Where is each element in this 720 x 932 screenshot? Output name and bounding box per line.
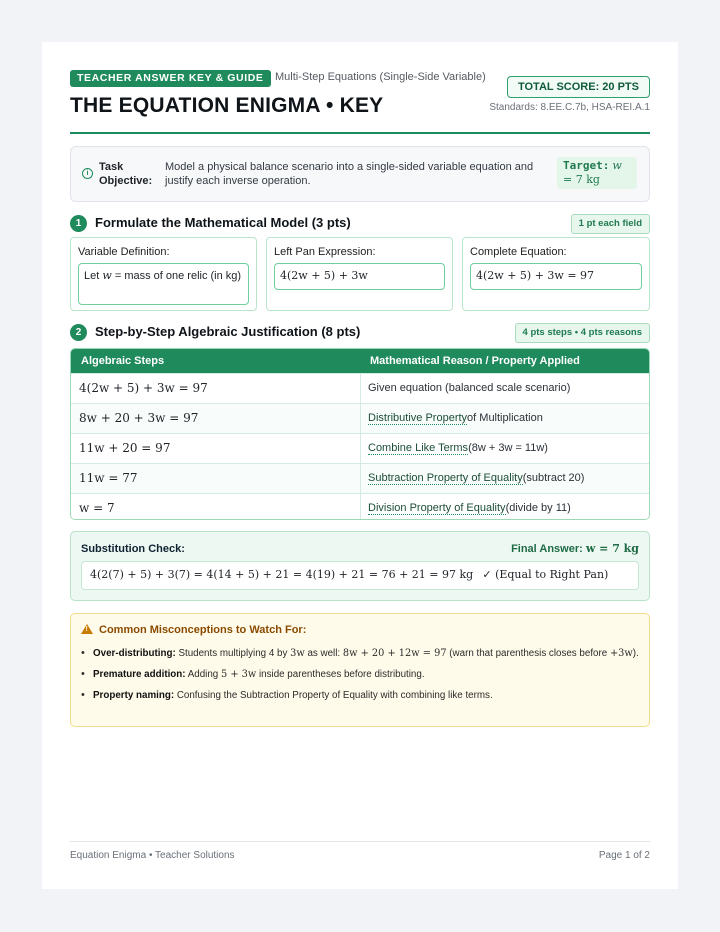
final-answer-label: Final Answer: bbox=[511, 543, 583, 555]
target-variable: w bbox=[612, 159, 622, 172]
table-row bbox=[71, 403, 649, 433]
reason-cell bbox=[368, 472, 584, 484]
final-answer-value: w = 7 kg bbox=[585, 542, 639, 555]
answer-key-badge: TEACHER ANSWER KEY & GUIDE bbox=[70, 70, 271, 87]
column-header-steps: Algebraic Steps bbox=[81, 355, 165, 367]
complete-equation-field[interactable]: 4(2w + 5) + 3w = 97 bbox=[470, 263, 642, 290]
reason-cell bbox=[368, 382, 570, 394]
section-number: 2 bbox=[70, 324, 87, 341]
property-name: Combine Like Terms bbox=[368, 442, 469, 454]
value-math: w bbox=[102, 269, 112, 282]
section-1-header bbox=[70, 214, 650, 234]
page-title: THE EQUATION ENIGMA • KEY bbox=[70, 94, 384, 117]
table-row bbox=[71, 493, 649, 520]
left-pan-field[interactable]: 4(2w + 5) + 3w bbox=[274, 263, 445, 290]
check-note: ✓ (Equal to Right Pan) bbox=[482, 568, 609, 581]
card-label: Left Pan Expression: bbox=[274, 246, 376, 258]
reason-text: (subtract 20) bbox=[522, 472, 585, 484]
section-title: Step-by-Step Algebraic Justification (8 pts) bbox=[95, 324, 361, 339]
variable-definition-field[interactable] bbox=[78, 263, 249, 305]
item-text: Students multiplying 4 by bbox=[175, 648, 291, 659]
list-item bbox=[79, 644, 639, 663]
step-cell: 8w + 20 + 3w = 97 bbox=[79, 411, 199, 425]
item-lead: Property naming: bbox=[93, 690, 175, 701]
target-label: Target: bbox=[563, 159, 610, 172]
value-suffix: = mass of one relic (in kg) bbox=[111, 270, 242, 282]
target-value: = 7 kg bbox=[563, 173, 600, 186]
reason-text: of Multiplication bbox=[467, 412, 543, 424]
task-objective-box bbox=[70, 146, 650, 202]
substitution-work bbox=[81, 561, 639, 590]
worksheet-page bbox=[42, 42, 678, 889]
property-name: Division Property of Equality bbox=[368, 502, 506, 514]
variable-definition-card bbox=[70, 237, 257, 311]
table-row bbox=[71, 433, 649, 463]
item-text: inside parentheses before distributing. bbox=[256, 669, 425, 680]
list-item bbox=[79, 665, 639, 684]
page-number: Page 1 of 2 bbox=[598, 850, 650, 861]
misconceptions-list bbox=[79, 644, 639, 707]
standards-label: Standards: 8.EE.C.7b, HSA-REI.A.1 bbox=[489, 102, 650, 113]
section-number: 1 bbox=[70, 215, 87, 232]
item-text: as well: bbox=[304, 648, 343, 659]
info-icon: i bbox=[82, 168, 93, 179]
complete-equation-card bbox=[462, 237, 650, 311]
table-row bbox=[71, 463, 649, 493]
reason-cell bbox=[368, 442, 548, 454]
card-label: Complete Equation: bbox=[470, 246, 567, 258]
value-prefix: Let bbox=[84, 270, 103, 282]
objective-text: Model a physical balance scenario into a single-sided variable equation and justify each inverse operation. bbox=[165, 161, 534, 187]
table-row bbox=[71, 373, 649, 403]
list-item bbox=[79, 686, 639, 705]
step-cell: w = 7 bbox=[79, 501, 115, 515]
item-text: (warn that parenthesis closes before bbox=[446, 648, 610, 659]
step-cell: 11w = 77 bbox=[79, 471, 138, 485]
item-lead: Over-distributing: bbox=[93, 648, 176, 659]
step-cell: 4(2w + 5) + 3w = 97 bbox=[79, 381, 208, 395]
misconceptions-title bbox=[81, 624, 306, 636]
item-math: +3w bbox=[609, 648, 633, 659]
reason-cell bbox=[368, 412, 543, 424]
points-pill: 4 pts steps • 4 pts reasons bbox=[515, 323, 650, 343]
left-pan-card bbox=[266, 237, 453, 311]
item-text: Adding bbox=[185, 669, 221, 680]
item-math: 3w bbox=[290, 648, 305, 659]
substitution-label: Substitution Check: bbox=[81, 543, 185, 555]
header-subtitle: Multi-Step Equations (Single-Side Variable) bbox=[275, 71, 486, 83]
section-2-header bbox=[70, 323, 650, 343]
target-answer bbox=[557, 157, 637, 189]
card-label: Variable Definition: bbox=[78, 246, 170, 258]
page-footer bbox=[70, 841, 650, 866]
misconceptions-box bbox=[70, 613, 650, 727]
section-title: Formulate the Mathematical Model (3 pts) bbox=[95, 215, 351, 230]
substitution-check-box bbox=[70, 531, 650, 601]
footer-left: Equation Enigma • Teacher Solutions bbox=[70, 850, 235, 861]
table-header bbox=[71, 349, 649, 373]
reason-cell bbox=[368, 502, 571, 514]
final-answer bbox=[511, 542, 639, 555]
item-text: Confusing the Subtraction Property of Equality with combining like terms. bbox=[174, 690, 493, 701]
step-cell: 11w + 20 = 97 bbox=[79, 441, 171, 455]
item-math: 5 + 3w bbox=[220, 669, 257, 680]
warning-icon bbox=[81, 624, 93, 634]
objective-label: Task Objective: bbox=[99, 161, 153, 187]
justification-table bbox=[70, 348, 650, 520]
total-score-badge: TOTAL SCORE: 20 PTS bbox=[507, 76, 650, 98]
substitution-equation: 4(2(7) + 5) + 3(7) = 4(14 + 5) + 21 = 4(19) + 21 = 76 + 21 = 97 kg bbox=[90, 568, 474, 581]
item-math: 8w + 20 + 12w = 97 bbox=[342, 648, 447, 659]
reason-text: (divide by 11) bbox=[505, 502, 571, 514]
column-header-reason: Mathematical Reason / Property Applied bbox=[370, 355, 580, 367]
misconceptions-title-text: Common Misconceptions to Watch For: bbox=[99, 624, 307, 636]
item-text: ). bbox=[632, 648, 639, 659]
header bbox=[70, 70, 650, 134]
points-pill: 1 pt each field bbox=[571, 214, 650, 234]
reason-text: (8w + 3w = 11w) bbox=[468, 442, 548, 454]
item-lead: Premature addition: bbox=[93, 669, 186, 680]
property-name: Subtraction Property of Equality bbox=[368, 472, 523, 484]
reason-text: Given equation (balanced scale scenario) bbox=[368, 382, 571, 394]
property-name: Distributive Property bbox=[368, 412, 468, 424]
